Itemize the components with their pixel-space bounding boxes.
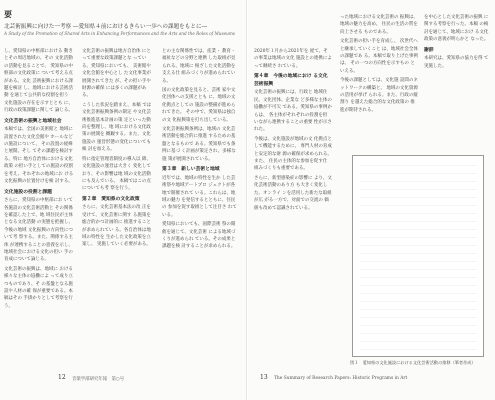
section-heading: 第３章 新しい芸術と地域 (162, 166, 220, 173)
section-heading: 文化施設の役割と課題 (4, 188, 52, 195)
acknowledgement-heading: 謝辞 (424, 46, 434, 53)
right-column-3 (424, 14, 490, 72)
article-subtitle: 北芸術振興に向けた一考察 ―愛知県４前におけるきらい一歩への課題をもとに― (4, 24, 208, 30)
paragraph: さらに、新型感染症の影響に より、文化芸術活動のあり方 も大きく変化した。オンライ ンを活用した新たな取組が広 がる一方で、対面での交流の 価値も改めて認識されている。 (254, 175, 332, 211)
paragraph: し、愛知県の中枢部における 動きとその周辺地域の、その 文化活動の活動を見ることで、 愛知県の中枢部の文化政策に ついて考える点がある。文化 芸術振興における課題を検討 し、地域における芸術活動 を通じて公共的な役割を担う 文化施設の存在を示すととも に、行政の政策課題に関して 論じる。 (4, 49, 73, 114)
paragraph: さらに、愛知県の中枢部にお いて各施設の文化芸術活動と その関係を確認した上で、地 域住民が主体となる文化活動 の実態を把握し、今後の地域 文化振興の方向性について考 察する。また、関係する主体 が連携することの意義を示し、 地域社会における文化の担い 手の育成について論じる。 (4, 198, 73, 263)
paragraph: 近年では、地域の特性を生か した芸術祭や地域アートプロ ジェクトが各地で開催されて いる。これらは、地域の魅力 を発信するとともに、住民の 参加を促す取組として注目さ れている。 (162, 175, 237, 218)
paragraph: 今後は、文化施設が地域の文 化拠点として機能するために、 専門人材の育成と安定的な財 源の確保が求められる。また、 住民の主体的な参加を促す仕 組みづくりも重要である。 (254, 136, 332, 172)
article-subtitle-en: A Study of the Promotion of Shared Arts in Enhancing Performances and the Arts and the Roles of Museums (4, 31, 235, 36)
paragraph: さらに、文化芸術基本法の改 正を受けて、文化芸術に関す る施策を総合的かつ計画的に 推進することが求められてい る。各自治体は地域の特性を 生かした文化政策を立案し、 実施していく必要がある。 (82, 205, 151, 248)
left-column-3 (162, 48, 238, 253)
figure-caption: 図１ 愛知県の文化施設における文化芸術活動の推移（筆者作成） (350, 360, 476, 365)
left-column-1 (4, 48, 74, 312)
paragraph: 本稿では、全国の美術館と 地域に設置された文化会館や ホールなどの施設について、 その設置の経緯と展開、そし てその課題を検討する。特に 地方自治体における文化政策 の担い手としての施設の役割 を考え、それぞれの地域にお ける文化振興の位置付けを検 討する。 (4, 127, 74, 185)
right-column-1 (254, 48, 332, 214)
paragraph: 文化芸術の担い手を育成し、 次世代へと継承していくこと は、地域社会全体の課題であ る。本稿で取り上げた事例は、 その一つの方向性を示すもの といえる。 (340, 39, 418, 74)
paragraph: 文化芸術の振興は地方自治体 にとって重要な政策課題とな っている。愛知県においても、 美術館や文化会館を中心とし た文化事業が展開されてきた が、その担い手や財源の確保 には多くの課題がある。 (82, 49, 151, 99)
figure-image (359, 162, 477, 350)
page-number: 13 (260, 374, 268, 381)
paragraph: 今後の課題としては、文化施 設間のネットワークの構築と、 地域の文化資源の活用が挙げ られる。また、行政の縦割り を越えた総合的な文化政策の 推進が期待される。 (340, 78, 418, 113)
right-column-2 (340, 14, 418, 116)
section-heading: 第２章 愛知県の文化政策 (82, 195, 140, 202)
section-title: 要 (4, 9, 12, 19)
paragraph: 国の文化政策を見ると、芸術 家や文化団体への支援ととも に、地域の文化拠点としての 施設の整備が進められてきた。 その中で、愛知県は独自の文 化振興策を打ち出している。 (162, 88, 236, 123)
page-footer: The Summary of Research Papers: Historic Programs in Art (274, 376, 408, 381)
paragraph: こうした状況を踏まえ、本稿 では文化芸術振興条例の制定 や文化芸術推進基本計画の策 定といった動向を整理し、地 域における文化政策の展開を 概観する。また、文化施設の 運営形態の変化についても検 討を加える。 (82, 102, 152, 153)
figure (352, 155, 484, 357)
paragraph: 愛知県においても、国際芸術 祭の開催を通じて、文化芸術 による地域づくりが進められ ている。その成果と課題を検 討することが求められる。 (162, 222, 236, 250)
paragraph: 2020年１月から2021年を 経て、その事業は地域の文化 施設との連携によって継続さ れている。 (254, 49, 332, 69)
paragraph: 文化芸術の振興には、行政と 地域住民、文化団体、企業な ど多様な主体の協働が不可欠 である。愛知県の事例からは、 各主体がそれぞれの役割を担 いながら連携することの重要 性が示された。 (254, 90, 332, 133)
section-heading: 第４章 今後の地域におけ る文化芸術振興 (254, 73, 328, 87)
section-heading: 文化芸術の振興と地域社会 (4, 117, 62, 124)
paragraph: を中心とした文化芸術の振興 に関する考察を行った。本稿 の検討を通じて、地域におけ る文化政策の意義が明らかと なった。 (424, 15, 489, 43)
paragraph: 文化芸術振興条例は、地域の 文化芸術活動を総合的に推進 するための基盤となるもので ある。愛知県でも条例に基づ く計画が策定され、多様な施 策が展開されている。 (162, 127, 236, 162)
paragraph: との主な関係性では、産業・ 教育・福祉などの分野と連携 した取組が見られる。地域に 根ざした文化活動を支える仕 組みづくりが進められている。 (162, 49, 236, 84)
page-number: 12 (58, 374, 66, 381)
paragraph: 本研究は、愛知県の協力を得 て実施した。 (424, 56, 489, 69)
left-page (0, 0, 247, 400)
paragraph: 文化芸術の振興は、地域に おける様々な主体の協働によ って成り立つものであり、そ の基盤となる施設や人材の確 保が重要である。本稿はその 手掛かりとして考察を行う。 (4, 266, 73, 309)
page-footer: 音楽学部研究年報 第○号 (72, 377, 125, 382)
paragraph: った地域における文化芸術の 振興は、地域の魅力を高め、 住民の生活の質を向上させる ものである。 (340, 15, 418, 35)
paragraph: 特に指定管理者制度の導入以 降、文化施設の運営は大きく 変化しており、その影響は地 域の文化活動にも及んでいる。 本稿ではこの点についても考 察を行う。 (82, 156, 151, 192)
left-column-2 (82, 48, 154, 251)
